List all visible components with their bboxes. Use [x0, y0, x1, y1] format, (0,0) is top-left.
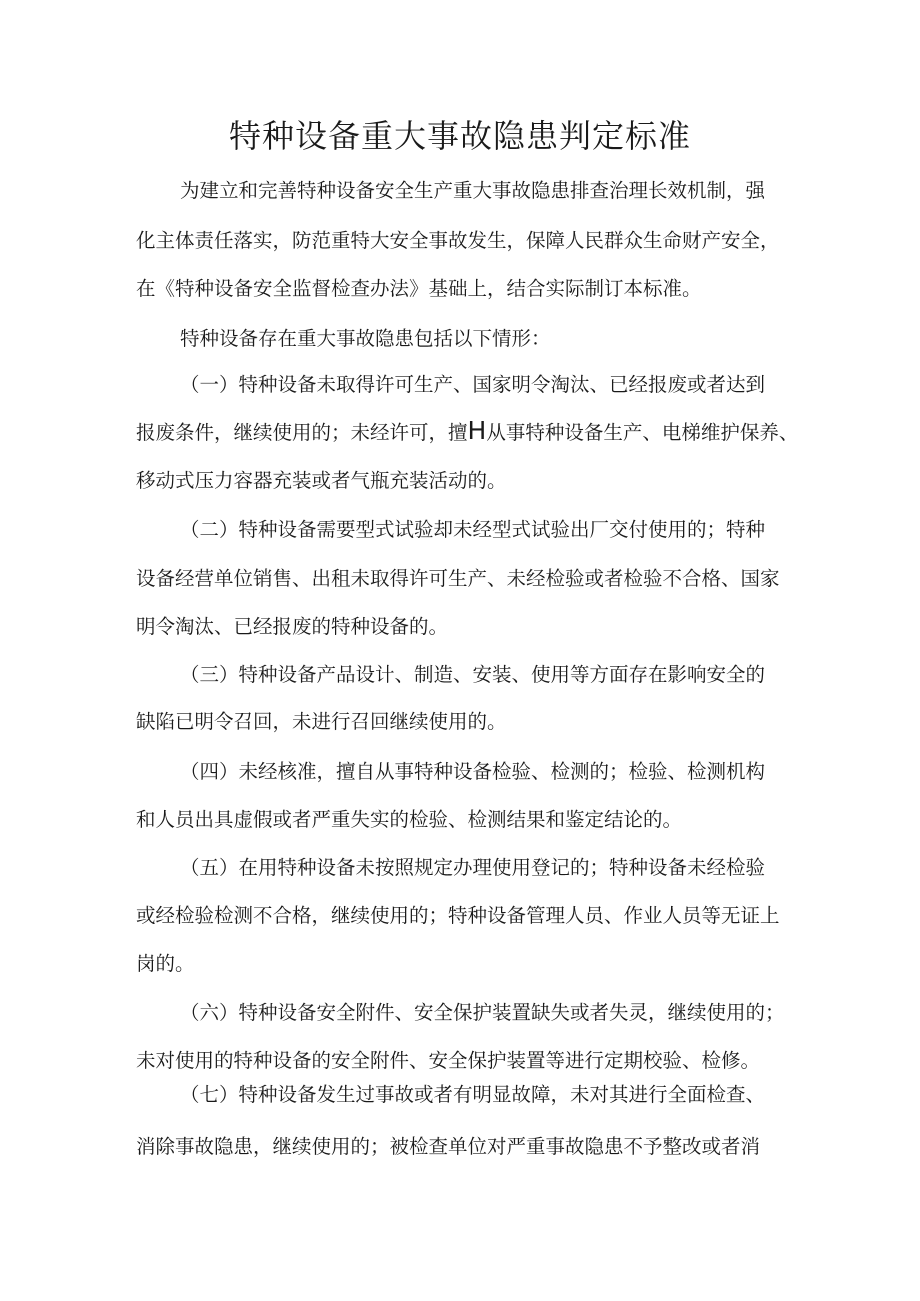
- paragraph-line: （三）特种设备产品设计、制造、安装、使用等方面存在影响安全的: [180, 663, 766, 686]
- paragraph-line: 未对使用的特种设备的安全附件、安全保护装置等进行定期校验、检修。: [136, 1049, 761, 1072]
- paragraph-line: 在《特种设备安全监督检查办法》基础上，结合实际制订本标准。: [136, 277, 702, 300]
- paragraph-line: （七）特种设备发生过事故或者有明显故障，未对其进行全面检查、: [180, 1083, 766, 1106]
- paragraph-line: 为建立和完善特种设备安全生产重大事故隐患排查治理长效机制，强: [180, 179, 766, 202]
- paragraph-line: 和人员出具虚假或者严重失实的检验、检测结果和鉴定结论的。: [136, 808, 683, 831]
- paragraph-line: （六）特种设备安全附件、安全保护装置缺失或者失灵，继续使用的；: [180, 1001, 785, 1024]
- paragraph-line: 特种设备存在重大事故隐患包括以下情形：: [180, 327, 551, 350]
- paragraph-line: 明令淘汰、已经报废的特种设备的。: [136, 615, 449, 638]
- paragraph-line: 移动式压力容器充装或者气瓶充装活动的。: [136, 469, 507, 492]
- paragraph-line: 化主体责任落实，防范重特大安全事故发生，保障人民群众生命财产安全，: [136, 229, 780, 252]
- document-title: 特种设备重大事故隐患判定标准: [228, 117, 691, 155]
- paragraph-line: 消除事故隐患，继续使用的；被检查单位对严重事故隐患不予整改或者消: [136, 1135, 761, 1158]
- paragraph-line: 设备经营单位销售、出租未取得许可生产、未经检验或者检验不合格、国家: [136, 567, 780, 590]
- paragraph-text: 报废条件，继续使用的；未经许可，擅: [136, 421, 468, 444]
- paragraph-line: [136, 418, 798, 448]
- garbled-character: H: [467, 416, 487, 445]
- paragraph-line: 或经检验检测不合格，继续使用的；特种设备管理人员、作业人员等无证上: [136, 904, 780, 927]
- paragraph-text: 从事特种设备生产、电梯维护保养、: [486, 421, 799, 444]
- paragraph-line: （一）特种设备未取得许可生产、国家明令淘汰、已经报废或者达到: [180, 373, 766, 396]
- paragraph-line: （二）特种设备需要型式试验却未经型式试验出厂交付使用的；特种: [180, 518, 766, 541]
- paragraph-line: 岗的。: [136, 952, 195, 975]
- paragraph-line: （五）在用特种设备未按照规定办理使用登记的；特种设备未经检验: [180, 856, 766, 879]
- paragraph-line: 缺陷已明令召回，未进行召回继续使用的。: [136, 710, 507, 733]
- paragraph-line: （四）未经核准，擅自从事特种设备检验、检测的；检验、检测机构: [180, 760, 766, 783]
